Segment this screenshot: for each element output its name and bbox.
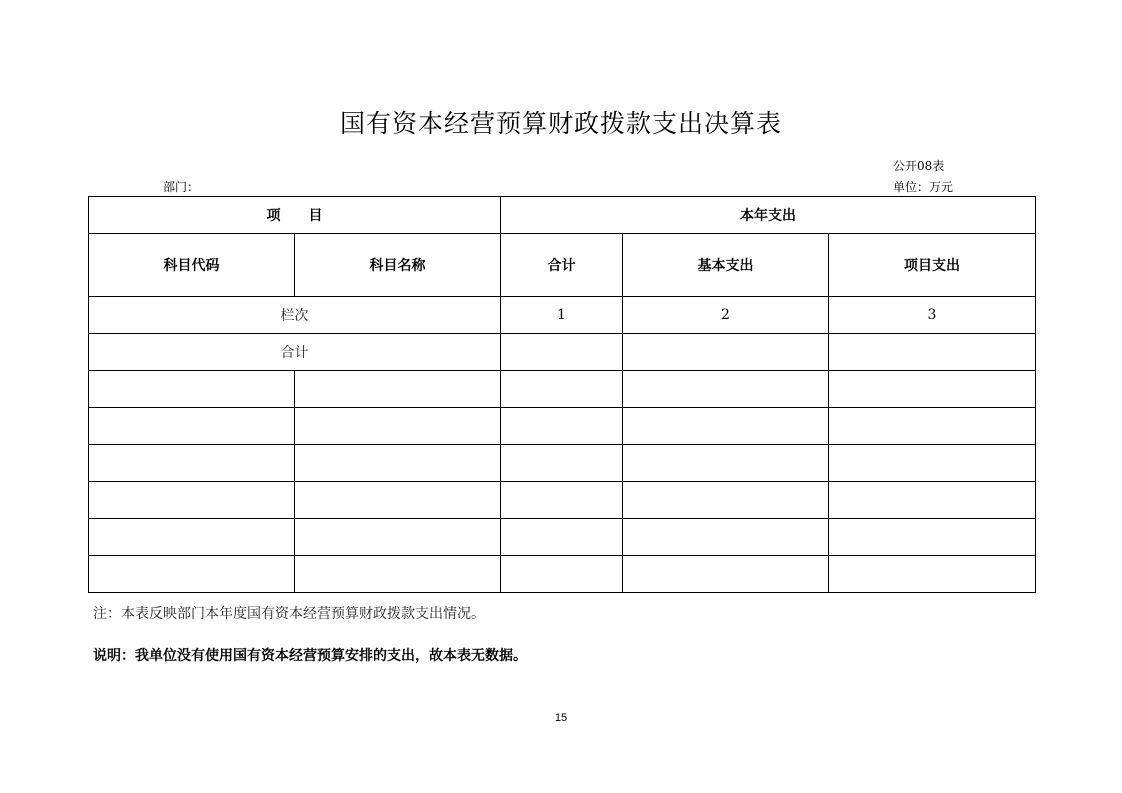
table-cell <box>295 445 501 482</box>
table-cell <box>829 556 1036 593</box>
table-cell <box>623 408 829 445</box>
unit-label: 单位：万元 <box>893 180 954 194</box>
table-cell <box>829 408 1036 445</box>
total-project-cell <box>829 334 1036 371</box>
table-cell <box>295 556 501 593</box>
table-row <box>89 445 1036 482</box>
table-cell <box>501 482 623 519</box>
column-index-2: 2 <box>623 297 829 334</box>
table-row <box>89 482 1036 519</box>
column-index-label: 栏次 <box>89 297 501 334</box>
table-row <box>89 371 1036 408</box>
col-total: 合计 <box>501 234 623 297</box>
table-row <box>89 519 1036 556</box>
table-cell <box>623 445 829 482</box>
col-subject-code: 科目代码 <box>89 234 295 297</box>
table-cell <box>89 371 295 408</box>
table-cell <box>501 445 623 482</box>
table-cell <box>829 519 1036 556</box>
table-cell <box>89 482 295 519</box>
page-number: 15 <box>554 712 568 724</box>
total-label: 合计 <box>89 334 501 371</box>
total-cell <box>501 334 623 371</box>
table-subheader-row <box>89 234 1036 297</box>
table-cell <box>829 445 1036 482</box>
table-cell <box>829 482 1036 519</box>
table-cell <box>295 482 501 519</box>
table-cell <box>501 408 623 445</box>
col-basic: 基本支出 <box>623 234 829 297</box>
table-cell <box>829 371 1036 408</box>
total-row <box>89 334 1036 371</box>
explanation-text: 说明：我单位没有使用国有资本经营预算安排的支出，故本表无数据。 <box>93 648 527 664</box>
table-cell <box>295 519 501 556</box>
table-cell <box>295 408 501 445</box>
department-label: 部门： <box>163 180 200 194</box>
table-note: 注：本表反映部门本年度国有资本经营预算财政拨款支出情况。 <box>93 606 485 622</box>
expenditure-table <box>88 196 1036 593</box>
header-item: 项 目 <box>89 197 501 234</box>
table-cell <box>89 519 295 556</box>
total-basic-cell <box>623 334 829 371</box>
table-cell <box>295 371 501 408</box>
table-row <box>89 556 1036 593</box>
table-cell <box>623 482 829 519</box>
col-project: 项目支出 <box>829 234 1036 297</box>
table-header-row <box>89 197 1036 234</box>
column-index-3: 3 <box>829 297 1036 334</box>
table-cell <box>623 519 829 556</box>
page-title: 国有资本经营预算财政拨款支出决算表 <box>339 109 782 138</box>
column-index-1: 1 <box>501 297 623 334</box>
table-cell <box>89 445 295 482</box>
table-cell <box>623 371 829 408</box>
col-subject-name: 科目名称 <box>295 234 501 297</box>
table-cell <box>501 519 623 556</box>
table-cell <box>501 556 623 593</box>
table-cell <box>89 408 295 445</box>
table-cell <box>89 556 295 593</box>
form-code: 公开08表 <box>893 159 945 173</box>
table-cell <box>501 371 623 408</box>
table-cell <box>623 556 829 593</box>
column-index-row <box>89 297 1036 334</box>
header-current-year: 本年支出 <box>501 197 1036 234</box>
table-row <box>89 408 1036 445</box>
